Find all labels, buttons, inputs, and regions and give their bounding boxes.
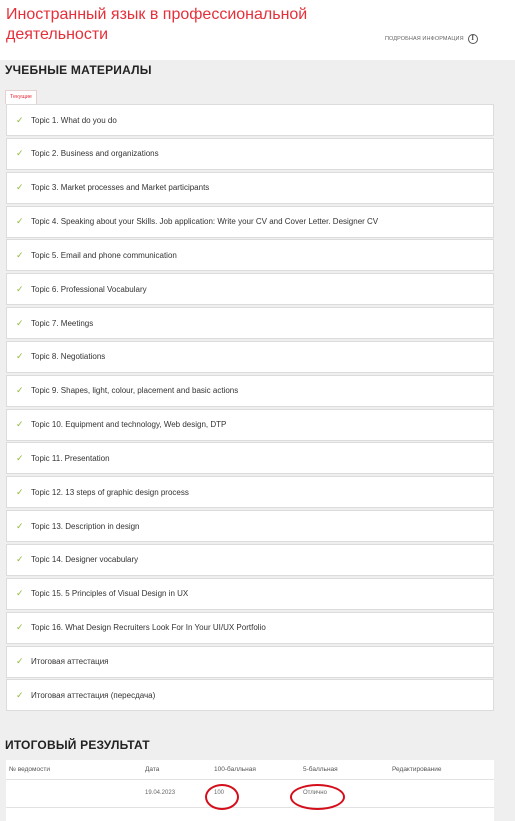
topic-label: Topic 4. Speaking about your Skills. Job application: Write your CV and Cover Letter. Designer CV (31, 217, 379, 227)
col-sheet-no: № ведомости (9, 766, 50, 773)
table-continuation (6, 808, 494, 821)
checkmark-icon: ✓ (16, 114, 24, 125)
col-date: Дата (145, 766, 160, 773)
cell-score-100: 100 (214, 790, 225, 796)
list-item[interactable] (6, 172, 494, 204)
list-item[interactable] (6, 679, 494, 711)
checkmark-icon: ✓ (16, 419, 24, 430)
checkmark-icon: ✓ (16, 283, 24, 294)
list-item[interactable] (6, 510, 494, 542)
list-item[interactable] (6, 476, 494, 508)
list-item[interactable] (6, 239, 494, 271)
cell-date: 19.04.2023 (145, 790, 176, 796)
checkmark-icon: ✓ (16, 317, 24, 328)
table-row (6, 780, 494, 808)
cell-score-5: Отлично (303, 790, 327, 796)
topic-label: Topic 16. What Design Recruiters Look For In Your UI/UX Portfolio (31, 623, 266, 633)
topic-label: Topic 9. Shapes, light, colour, placement and basic actions (31, 386, 239, 396)
topic-label: Topic 14. Designer vocabulary (31, 555, 139, 565)
checkmark-icon: ✓ (16, 689, 24, 700)
topic-label: Topic 1. What do you do (31, 115, 117, 125)
col-score-100: 100-балльная (214, 766, 256, 773)
col-edit: Редактирование (392, 766, 442, 773)
topic-label: Topic 10. Equipment and technology, Web design, DTP (31, 420, 227, 430)
results-table-header (6, 760, 494, 780)
col-score-5: 5-балльная (303, 766, 338, 773)
topic-label: Итоговая аттестация (пересдача) (31, 690, 156, 700)
list-item[interactable] (6, 442, 494, 474)
checkmark-icon: ✓ (16, 216, 24, 227)
list-item[interactable] (6, 138, 494, 170)
list-item[interactable] (6, 375, 494, 407)
checkmark-icon: ✓ (16, 588, 24, 599)
info-icon: I (468, 34, 478, 44)
topic-label: Topic 6. Professional Vocabulary (31, 284, 147, 294)
list-item[interactable] (6, 341, 494, 373)
results-table (6, 760, 494, 808)
list-item[interactable] (6, 646, 494, 678)
list-item[interactable] (6, 273, 494, 305)
topic-label: Topic 2. Business and organizations (31, 149, 159, 159)
checkmark-icon: ✓ (16, 385, 24, 396)
checkmark-icon: ✓ (16, 148, 24, 159)
checkmark-icon: ✓ (16, 486, 24, 497)
more-info-link[interactable] (385, 34, 478, 44)
materials-tabs (5, 85, 37, 99)
topic-label: Topic 7. Meetings (31, 318, 94, 328)
checkmark-icon: ✓ (16, 520, 24, 531)
checkmark-icon: ✓ (16, 182, 24, 193)
course-title: Иностранный язык в профессиональной деятельности (6, 6, 308, 43)
list-item[interactable] (6, 578, 494, 610)
topic-label: Topic 5. Email and phone communication (31, 250, 177, 260)
list-item[interactable] (6, 612, 494, 644)
topic-label: Topic 15. 5 Principles of Visual Design in UX (31, 589, 189, 599)
list-item[interactable] (6, 307, 494, 339)
checkmark-icon: ✓ (16, 452, 24, 463)
list-item[interactable] (6, 544, 494, 576)
page-header (0, 0, 515, 60)
materials-title: УЧЕБНЫЕ МАТЕРИАЛЫ (5, 63, 152, 77)
checkmark-icon: ✓ (16, 656, 24, 666)
checkmark-icon: ✓ (16, 622, 24, 633)
topic-label: Topic 11. Presentation (31, 453, 110, 463)
tab-current[interactable]: Текущие (5, 90, 37, 104)
topic-label: Topic 12. 13 steps of graphic design process (31, 487, 189, 497)
list-item[interactable] (6, 409, 494, 441)
checkmark-icon: ✓ (16, 554, 24, 565)
topic-label: Topic 8. Negotiations (31, 352, 106, 362)
topic-label: Topic 3. Market processes and Market participants (31, 183, 210, 193)
results-title: ИТОГОВЫЙ РЕЗУЛЬТАТ (5, 738, 150, 752)
checkmark-icon: ✓ (16, 249, 24, 260)
topic-list (6, 104, 494, 713)
checkmark-icon: ✓ (16, 351, 24, 362)
list-item[interactable] (6, 206, 494, 238)
list-item[interactable] (6, 104, 494, 136)
more-info-label: ПОДРОБНАЯ ИНФОРМАЦИЯ (385, 36, 464, 42)
topic-label: Итоговая аттестация (31, 657, 109, 666)
topic-label: Topic 13. Description in design (31, 521, 140, 531)
